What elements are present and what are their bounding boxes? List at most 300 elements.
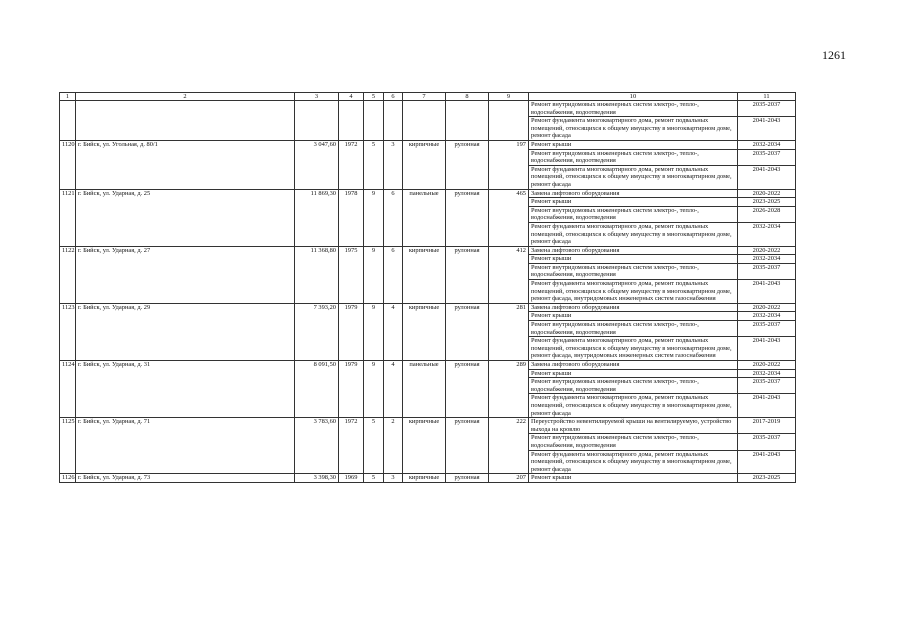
table-row <box>60 378 796 394</box>
floors-cell: 9 <box>364 246 384 255</box>
area-cell <box>295 378 339 394</box>
repair-period-cell: 2032-2034 <box>738 369 796 378</box>
wall-material-cell: панельные <box>403 189 446 198</box>
year-cell <box>339 165 364 189</box>
area-cell <box>295 222 339 246</box>
residents-cell <box>489 206 529 222</box>
residents-cell <box>489 312 529 321</box>
house-id-cell <box>60 165 76 189</box>
residents-cell <box>489 101 529 117</box>
column-number-header: 3 <box>295 93 339 101</box>
address-cell: г. Бийск, ул. Угольная, д. 80/1 <box>76 140 295 149</box>
repair-work-cell: Ремонт крыши <box>529 198 738 207</box>
wall-material-cell <box>403 255 446 264</box>
entrances-cell: 6 <box>384 246 403 255</box>
repair-period-cell: 2020-2022 <box>738 303 796 312</box>
roof-type-cell <box>446 337 489 361</box>
area-cell <box>295 369 339 378</box>
area-cell: 3 783,60 <box>295 418 339 434</box>
table-row <box>60 321 796 337</box>
address-cell <box>76 369 295 378</box>
year-cell <box>339 369 364 378</box>
wall-material-cell <box>403 206 446 222</box>
house-id-cell <box>60 337 76 361</box>
house-id-cell <box>60 101 76 117</box>
residents-cell <box>489 369 529 378</box>
repair-period-cell: 2041-2043 <box>738 165 796 189</box>
address-cell <box>76 321 295 337</box>
repair-work-cell: Ремонт крыши <box>529 255 738 264</box>
floors-cell <box>364 280 384 304</box>
area-cell <box>295 337 339 361</box>
repair-work-cell: Ремонт крыши <box>529 474 738 483</box>
floors-cell <box>364 312 384 321</box>
house-id-cell <box>60 222 76 246</box>
residents-cell <box>489 198 529 207</box>
year-cell <box>339 394 364 418</box>
repair-period-cell: 2032-2034 <box>738 312 796 321</box>
wall-material-cell <box>403 450 446 474</box>
table-row <box>60 206 796 222</box>
floors-cell: 5 <box>364 418 384 434</box>
year-cell <box>339 434 364 450</box>
residents-cell <box>489 280 529 304</box>
repair-period-cell: 2035-2037 <box>738 149 796 165</box>
residents-cell: 281 <box>489 303 529 312</box>
address-cell: г. Бийск, ул. Ударная, д. 73 <box>76 474 295 483</box>
floors-cell <box>364 369 384 378</box>
area-cell <box>295 255 339 264</box>
house-id-cell <box>60 280 76 304</box>
repair-period-cell: 2023-2025 <box>738 198 796 207</box>
address-cell <box>76 206 295 222</box>
repair-work-cell: Ремонт крыши <box>529 140 738 149</box>
wall-material-cell: кирпичные <box>403 246 446 255</box>
residents-cell: 465 <box>489 189 529 198</box>
year-cell <box>339 450 364 474</box>
roof-type-cell <box>446 206 489 222</box>
floors-cell <box>364 394 384 418</box>
floors-cell: 9 <box>364 189 384 198</box>
table-body <box>60 101 796 483</box>
year-cell <box>339 337 364 361</box>
roof-type-cell: рулонная <box>446 418 489 434</box>
area-cell <box>295 312 339 321</box>
area-cell: 3 398,30 <box>295 474 339 483</box>
repair-work-cell: Ремонт фундамента многоквартирного дома, ремонт подвальных помещений, относящихся к общему имуществу в многоквартирном доме, ремонт фасада <box>529 117 738 141</box>
roof-type-cell <box>446 450 489 474</box>
floors-cell <box>364 117 384 141</box>
year-cell <box>339 206 364 222</box>
address-cell: г. Бийск, ул. Ударная, д. 29 <box>76 303 295 312</box>
year-cell <box>339 312 364 321</box>
table-row <box>60 434 796 450</box>
address-cell <box>76 263 295 279</box>
wall-material-cell <box>403 312 446 321</box>
entrances-cell: 4 <box>384 303 403 312</box>
roof-type-cell <box>446 394 489 418</box>
table-row <box>60 369 796 378</box>
column-number-header: 11 <box>738 93 796 101</box>
table-row <box>60 280 796 304</box>
area-cell <box>295 165 339 189</box>
house-id-cell: 1126 <box>60 474 76 483</box>
floors-cell <box>364 101 384 117</box>
roof-type-cell <box>446 165 489 189</box>
table-row <box>60 361 796 370</box>
repair-work-cell: Ремонт крыши <box>529 312 738 321</box>
table-row <box>60 140 796 149</box>
wall-material-cell <box>403 369 446 378</box>
year-cell <box>339 321 364 337</box>
repair-period-cell: 2035-2037 <box>738 434 796 450</box>
year-cell <box>339 378 364 394</box>
address-cell: г. Бийск, ул. Ударная, д. 31 <box>76 361 295 370</box>
roof-type-cell <box>446 255 489 264</box>
floors-cell <box>364 222 384 246</box>
repair-period-cell: 2035-2037 <box>738 263 796 279</box>
area-cell: 11 869,30 <box>295 189 339 198</box>
residents-cell <box>489 255 529 264</box>
floors-cell <box>364 434 384 450</box>
area-cell <box>295 434 339 450</box>
table-row <box>60 101 796 117</box>
repair-period-cell: 2032-2034 <box>738 255 796 264</box>
floors-cell <box>364 198 384 207</box>
repair-work-cell: Ремонт внутридомовых инженерных систем электро-, тепло-, водоснабжения, водоотведения <box>529 321 738 337</box>
house-id-cell <box>60 450 76 474</box>
repair-period-cell: 2041-2043 <box>738 337 796 361</box>
house-id-cell <box>60 434 76 450</box>
table-row <box>60 474 796 483</box>
floors-cell <box>364 255 384 264</box>
house-id-cell: 1122 <box>60 246 76 255</box>
year-cell: 1972 <box>339 140 364 149</box>
wall-material-cell <box>403 222 446 246</box>
entrances-cell <box>384 434 403 450</box>
address-cell <box>76 280 295 304</box>
entrances-cell <box>384 450 403 474</box>
residents-cell <box>489 321 529 337</box>
wall-material-cell <box>403 149 446 165</box>
area-cell <box>295 149 339 165</box>
roof-type-cell: рулонная <box>446 474 489 483</box>
residents-cell: 289 <box>489 361 529 370</box>
roof-type-cell <box>446 149 489 165</box>
house-id-cell <box>60 378 76 394</box>
floors-cell <box>364 149 384 165</box>
wall-material-cell: кирпичные <box>403 418 446 434</box>
repair-period-cell: 2035-2037 <box>738 321 796 337</box>
roof-type-cell <box>446 263 489 279</box>
floors-cell <box>364 263 384 279</box>
year-cell: 1978 <box>339 189 364 198</box>
address-cell <box>76 434 295 450</box>
repair-period-cell: 2035-2037 <box>738 101 796 117</box>
repair-work-cell: Ремонт внутридомовых инженерных систем электро-, тепло-, водоснабжения, водоотведения <box>529 101 738 117</box>
table-row <box>60 418 796 434</box>
year-cell: 1979 <box>339 361 364 370</box>
wall-material-cell <box>403 280 446 304</box>
year-cell <box>339 280 364 304</box>
wall-material-cell <box>403 378 446 394</box>
year-cell: 1979 <box>339 303 364 312</box>
roof-type-cell: рулонная <box>446 361 489 370</box>
address-cell <box>76 378 295 394</box>
house-id-cell <box>60 321 76 337</box>
wall-material-cell <box>403 263 446 279</box>
house-id-cell <box>60 312 76 321</box>
roof-type-cell: рулонная <box>446 189 489 198</box>
roof-type-cell: рулонная <box>446 246 489 255</box>
address-cell <box>76 101 295 117</box>
roof-type-cell <box>446 101 489 117</box>
entrances-cell <box>384 149 403 165</box>
floors-cell: 5 <box>364 140 384 149</box>
repair-work-cell: Ремонт внутридомовых инженерных систем электро-, тепло-, водоснабжения, водоотведения <box>529 378 738 394</box>
address-cell: г. Бийск, ул. Ударная, д. 71 <box>76 418 295 434</box>
column-number-header: 6 <box>384 93 403 101</box>
year-cell: 1972 <box>339 418 364 434</box>
repair-period-cell: 2020-2022 <box>738 361 796 370</box>
year-cell: 1975 <box>339 246 364 255</box>
house-id-cell <box>60 198 76 207</box>
floors-cell <box>364 321 384 337</box>
floors-cell: 9 <box>364 303 384 312</box>
repair-period-cell: 2020-2022 <box>738 246 796 255</box>
repair-work-cell: Переустройство невентилируемой крыши на вентилируемую, устройство выхода на кровлю <box>529 418 738 434</box>
entrances-cell <box>384 312 403 321</box>
house-id-cell <box>60 263 76 279</box>
year-cell <box>339 117 364 141</box>
repair-period-cell: 2035-2037 <box>738 378 796 394</box>
table-row <box>60 255 796 264</box>
residents-cell <box>489 222 529 246</box>
entrances-cell <box>384 117 403 141</box>
entrances-cell <box>384 378 403 394</box>
repair-work-cell: Замена лифтового оборудования <box>529 189 738 198</box>
house-id-cell <box>60 206 76 222</box>
roof-type-cell <box>446 198 489 207</box>
roof-type-cell: рулонная <box>446 303 489 312</box>
entrances-cell <box>384 321 403 337</box>
area-cell <box>295 280 339 304</box>
repair-period-cell: 2017-2019 <box>738 418 796 434</box>
year-cell <box>339 222 364 246</box>
repair-work-cell: Ремонт внутридомовых инженерных систем электро-, тепло-, водоснабжения, водоотведения <box>529 434 738 450</box>
entrances-cell: 2 <box>384 418 403 434</box>
address-cell <box>76 255 295 264</box>
residents-cell: 207 <box>489 474 529 483</box>
table-row <box>60 149 796 165</box>
wall-material-cell: кирпичные <box>403 303 446 312</box>
entrances-cell: 4 <box>384 361 403 370</box>
repair-work-cell: Ремонт фундамента многоквартирного дома, ремонт подвальных помещений, относящихся к общему имуществу в многоквартирном доме, ремонт фасада <box>529 450 738 474</box>
repair-work-cell: Ремонт фундамента многоквартирного дома, ремонт подвальных помещений, относящихся к общему имуществу в многоквартирном доме, ремонт фасада <box>529 394 738 418</box>
roof-type-cell <box>446 280 489 304</box>
area-cell <box>295 101 339 117</box>
house-id-cell: 1124 <box>60 361 76 370</box>
residents-cell <box>489 117 529 141</box>
repair-period-cell: 2026-2028 <box>738 206 796 222</box>
year-cell <box>339 149 364 165</box>
wall-material-cell <box>403 321 446 337</box>
repair-period-cell: 2020-2022 <box>738 189 796 198</box>
area-cell <box>295 198 339 207</box>
residents-cell <box>489 450 529 474</box>
repair-period-cell: 2023-2025 <box>738 474 796 483</box>
address-cell <box>76 450 295 474</box>
wall-material-cell <box>403 101 446 117</box>
repair-period-cell: 2041-2043 <box>738 450 796 474</box>
year-cell <box>339 101 364 117</box>
entrances-cell: 3 <box>384 140 403 149</box>
residents-cell <box>489 165 529 189</box>
residents-cell: 197 <box>489 140 529 149</box>
address-cell <box>76 222 295 246</box>
wall-material-cell <box>403 165 446 189</box>
repair-work-cell: Ремонт фундамента многоквартирного дома, ремонт подвальных помещений, относящихся к общему имуществу в многоквартирном доме, ремонт фасада <box>529 222 738 246</box>
house-id-cell: 1121 <box>60 189 76 198</box>
repair-period-cell: 2032-2034 <box>738 140 796 149</box>
repair-work-cell: Ремонт фундамента многоквартирного дома, ремонт подвальных помещений, относящихся к общему имуществу в многоквартирном доме, ремонт фасада <box>529 165 738 189</box>
house-id-cell <box>60 117 76 141</box>
address-cell: г. Бийск, ул. Ударная, д. 25 <box>76 189 295 198</box>
area-cell <box>295 263 339 279</box>
floors-cell <box>364 206 384 222</box>
repair-period-cell: 2041-2043 <box>738 280 796 304</box>
floors-cell <box>364 165 384 189</box>
entrances-cell <box>384 222 403 246</box>
roof-type-cell <box>446 117 489 141</box>
address-cell <box>76 165 295 189</box>
column-number-row <box>60 93 796 101</box>
repair-work-cell: Ремонт фундамента многоквартирного дома, ремонт подвальных помещений, относящихся к общему имуществу в многоквартирном доме, ремонт фасада, внутридомовых инженерных систем газоснабжения <box>529 337 738 361</box>
floors-cell <box>364 450 384 474</box>
year-cell: 1969 <box>339 474 364 483</box>
year-cell <box>339 198 364 207</box>
roof-type-cell <box>446 434 489 450</box>
entrances-cell <box>384 280 403 304</box>
entrances-cell <box>384 206 403 222</box>
repair-period-cell: 2041-2043 <box>738 394 796 418</box>
area-cell: 3 047,60 <box>295 140 339 149</box>
table-row <box>60 222 796 246</box>
address-cell <box>76 312 295 321</box>
table-row <box>60 117 796 141</box>
wall-material-cell <box>403 394 446 418</box>
area-cell <box>295 206 339 222</box>
table-row <box>60 337 796 361</box>
residents-cell <box>489 149 529 165</box>
repair-period-cell: 2032-2034 <box>738 222 796 246</box>
address-cell <box>76 198 295 207</box>
address-cell <box>76 394 295 418</box>
table-row <box>60 312 796 321</box>
residents-cell <box>489 378 529 394</box>
entrances-cell: 3 <box>384 474 403 483</box>
column-number-header: 1 <box>60 93 76 101</box>
residents-cell: 222 <box>489 418 529 434</box>
residents-cell <box>489 434 529 450</box>
repair-work-cell: Замена лифтового оборудования <box>529 303 738 312</box>
entrances-cell <box>384 198 403 207</box>
roof-type-cell <box>446 378 489 394</box>
house-id-cell <box>60 369 76 378</box>
page-number: 1261 <box>822 48 846 62</box>
roof-type-cell: рулонная <box>446 140 489 149</box>
address-cell <box>76 337 295 361</box>
column-number-header: 7 <box>403 93 446 101</box>
repair-work-cell: Ремонт крыши <box>529 369 738 378</box>
capital-repair-table <box>59 92 796 483</box>
house-id-cell <box>60 394 76 418</box>
residents-cell: 412 <box>489 246 529 255</box>
repair-work-cell: Ремонт фундамента многоквартирного дома, ремонт подвальных помещений, относящихся к общему имуществу в многоквартирном доме, ремонт фасада, внутридомовых инженерных систем газоснабжения <box>529 280 738 304</box>
wall-material-cell <box>403 117 446 141</box>
area-cell: 8 091,50 <box>295 361 339 370</box>
wall-material-cell: кирпичные <box>403 140 446 149</box>
entrances-cell <box>384 394 403 418</box>
repair-work-cell: Ремонт внутридомовых инженерных систем электро-, тепло-, водоснабжения, водоотведения <box>529 206 738 222</box>
floors-cell: 9 <box>364 361 384 370</box>
column-number-header: 5 <box>364 93 384 101</box>
roof-type-cell <box>446 222 489 246</box>
roof-type-cell <box>446 321 489 337</box>
column-number-header: 9 <box>489 93 529 101</box>
address-cell: г. Бийск, ул. Ударная, д. 27 <box>76 246 295 255</box>
wall-material-cell <box>403 337 446 361</box>
table-row <box>60 263 796 279</box>
residents-cell <box>489 337 529 361</box>
address-cell <box>76 117 295 141</box>
table-row <box>60 189 796 198</box>
roof-type-cell <box>446 312 489 321</box>
column-number-header: 2 <box>76 93 295 101</box>
table-row <box>60 394 796 418</box>
entrances-cell: 6 <box>384 189 403 198</box>
roof-type-cell <box>446 369 489 378</box>
house-id-cell <box>60 149 76 165</box>
repair-work-cell: Ремонт внутридомовых инженерных систем электро-, тепло-, водоснабжения, водоотведения <box>529 263 738 279</box>
area-cell: 11 368,80 <box>295 246 339 255</box>
table-row <box>60 198 796 207</box>
area-cell <box>295 321 339 337</box>
wall-material-cell <box>403 198 446 207</box>
column-number-header: 8 <box>446 93 489 101</box>
entrances-cell <box>384 369 403 378</box>
entrances-cell <box>384 101 403 117</box>
repair-work-cell: Замена лифтового оборудования <box>529 361 738 370</box>
floors-cell: 5 <box>364 474 384 483</box>
entrances-cell <box>384 255 403 264</box>
area-cell <box>295 117 339 141</box>
house-id-cell: 1120 <box>60 140 76 149</box>
entrances-cell <box>384 165 403 189</box>
column-number-header: 4 <box>339 93 364 101</box>
table-row <box>60 165 796 189</box>
floors-cell <box>364 337 384 361</box>
table-row <box>60 450 796 474</box>
repair-period-cell: 2041-2043 <box>738 117 796 141</box>
wall-material-cell <box>403 434 446 450</box>
house-id-cell <box>60 255 76 264</box>
house-id-cell: 1125 <box>60 418 76 434</box>
repair-work-cell: Ремонт внутридомовых инженерных систем электро-, тепло-, водоснабжения, водоотведения <box>529 149 738 165</box>
floors-cell <box>364 378 384 394</box>
table-row <box>60 246 796 255</box>
area-cell <box>295 394 339 418</box>
